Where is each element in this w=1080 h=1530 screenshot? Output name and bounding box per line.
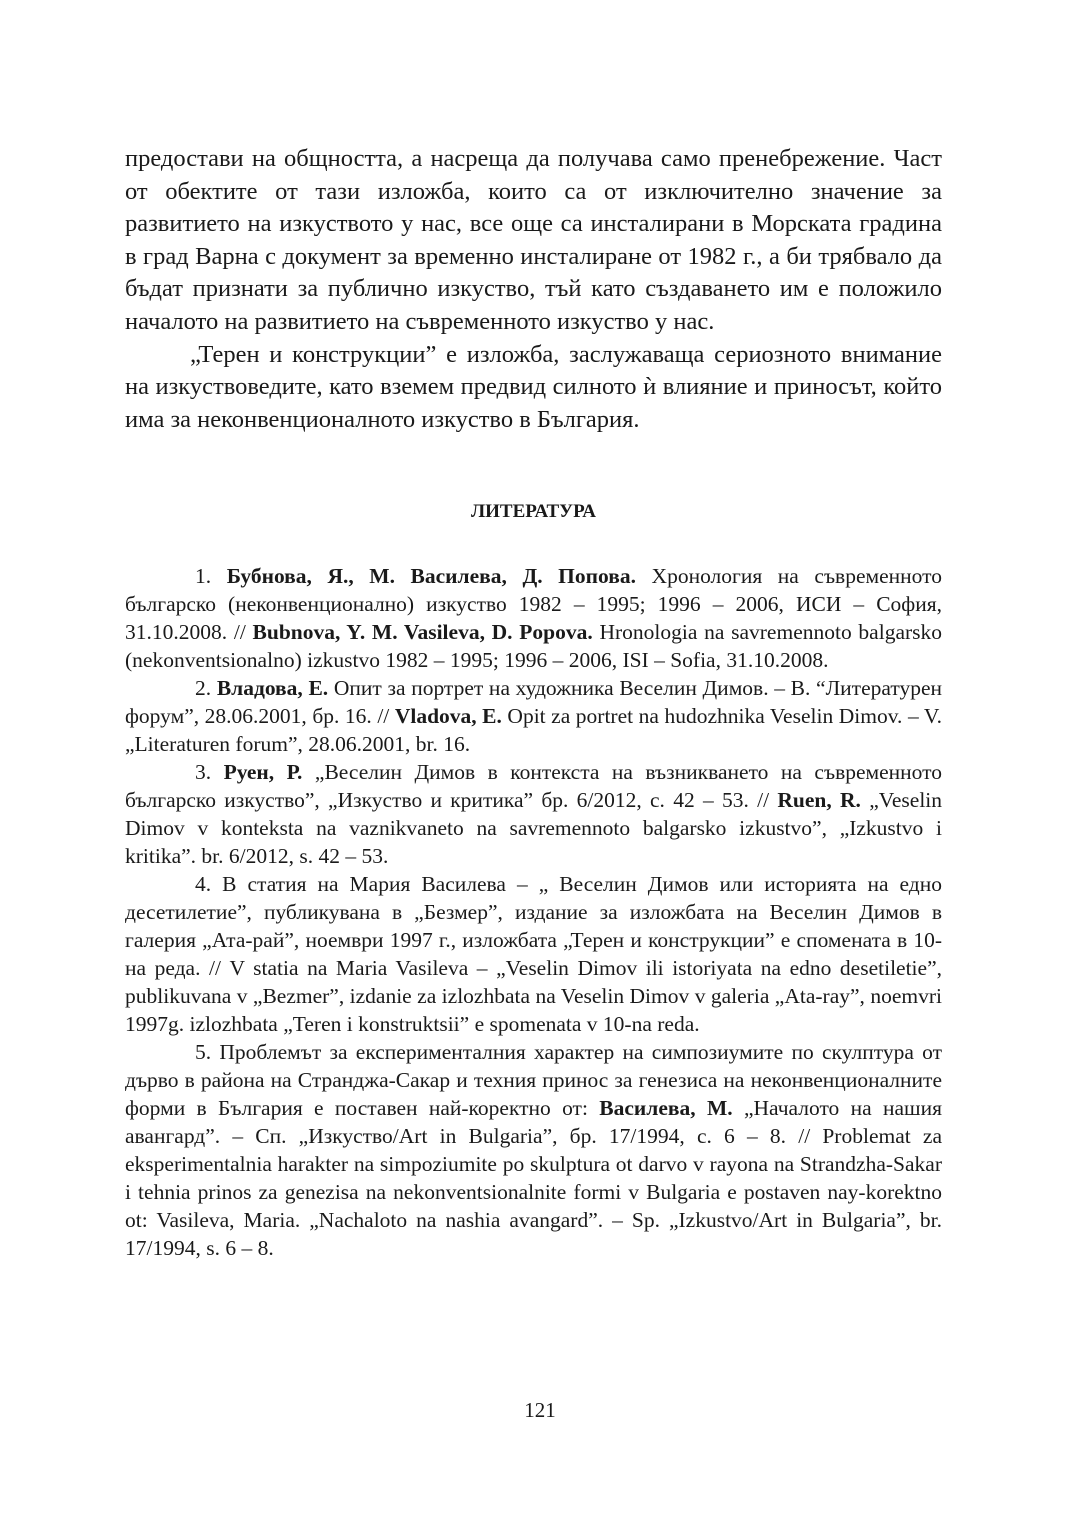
reference-text: Hronologia na savremennoto balgarsko (nekonventsionalno) izkustvo 1982 – 1995; 1996 – 2006, ISI – Sofia, 31.10.2008. [125, 620, 943, 672]
reference-item [125, 674, 942, 758]
body-paragraph: предостави на общността, а насреща да получава само пренебрежение. Част от обектите от тази изложба, които са от изключително значение за развитието на изкуството у нас, все още са инсталирани в Морската градина в град Варна с документ за временно инсталиране от 1982 г., а би трябвало да бъдат признати за публично изкуство, тъй като създаването им е положило началото на развитието на съвременното изкуство у нас. [125, 145, 942, 335]
reference-authors: Руен, Р. [223, 760, 303, 784]
reference-number: 4. [195, 872, 212, 896]
reference-item [125, 870, 942, 1038]
reference-text: Проблемът за експерименталния характер на симпозиумите по скулптура от дърво в района на Странджа-Сакар и техния принос за генезиса на неконвенционалните форми в България е поставен най-коректно от: [125, 1040, 942, 1120]
reference-list [125, 562, 942, 1262]
reference-text: „Веселин Димов в контекста на възникването на съвременното българско изкуство”, „Изкуство и критика” бр. 6/2012, с. 42 – 53. // [125, 760, 943, 812]
reference-authors: Bubnova, Y. M. Vasileva, D. Popova. [252, 620, 593, 644]
reference-authors: Василева, М. [599, 1096, 733, 1120]
reference-text: „Началото на нашия авангард”. – Сп. „Изкуство/Art in Bulgaria”, бр. 17/1994, с. 6 – 8. // Problemat za eksperimentalnia harakter na simpoziumite po skulptura ot darvo v rayona na Strandzha-Sakar i tehnia prinos za genezisa na nekonventsionalnite formi v Bulgaria e postaven nay-korektno ot: Vasileva, Maria. „Nachaloto na nashia avangard”. – Sp. „Izkustvo/Art in Bulgaria”, br. 17/1994, s. 6 – 8. [125, 1096, 943, 1260]
reference-authors: Бубнова, Я., М. Василева, Д. Попова. [226, 564, 636, 588]
reference-text: В статия на Мария Василева – „ Веселин Димов или историята на едно десетилетие”, публикувана в „Безмер”, издание за изложбата на Веселин Димов в галерия „Ата-рай”, ноември 1997 г., изложбата „Терен и конструкции” е спомената в 10-на реда. // V statia na Maria Vasileva – „Veselin Dimov ili istoriyata na edno desetiletie”, publikuvana v „Bezmer”, izdanie za izlozhbata na Veselin Dimov v galeria „Ata-ray”, noemvri 1997g. izlozhbata „Teren i konstruktsii” e spomenata v 10-na reda. [125, 872, 943, 1036]
reference-authors: Владова, Е. [216, 676, 329, 700]
reference-text: „Veselin Dimov v konteksta na vaznikvaneto na savremennoto balgarsko izkustvo”, „Izkustvo i kritika”. br. 6/2012, s. 42 – 53. [125, 788, 943, 868]
reference-number: 5. [195, 1040, 212, 1064]
page-number: 121 [524, 1398, 556, 1422]
reference-number: 2. [195, 676, 212, 700]
reference-item [125, 1038, 942, 1262]
reference-authors: Ruen, R. [777, 788, 861, 812]
body-paragraph: „Терен и конструкции” е изложба, заслужаваща сериозното внимание на изкуствоведите, като вземем предвид силното ѝ влияние и приносът, който има за неконвенционалното изкуство в България. [125, 340, 942, 433]
section-heading: ЛИТЕРАТУРА [470, 501, 597, 522]
body-text [125, 143, 942, 436]
reference-text: Opit za portret na hudozhnika Veselin Dimov. – V. „Literaturen forum”, 28.06.2001, br. 16. [125, 704, 942, 756]
reference-text: Хронология на съвременното българско (неконвенционално) изкуство 1982 – 1995; 1996 – 2006, ИСИ – София, 31.10.2008. // [125, 564, 942, 644]
reference-number: 1. [195, 564, 212, 588]
reference-item [125, 758, 942, 870]
reference-authors: Vladova, E. [394, 704, 502, 728]
reference-item [125, 562, 942, 674]
reference-number: 3. [195, 760, 212, 784]
reference-text: Опит за портрет на художника Веселин Димов. – В. “Литературен форум”, 28.06.2001, бр. 16. // [125, 676, 943, 728]
